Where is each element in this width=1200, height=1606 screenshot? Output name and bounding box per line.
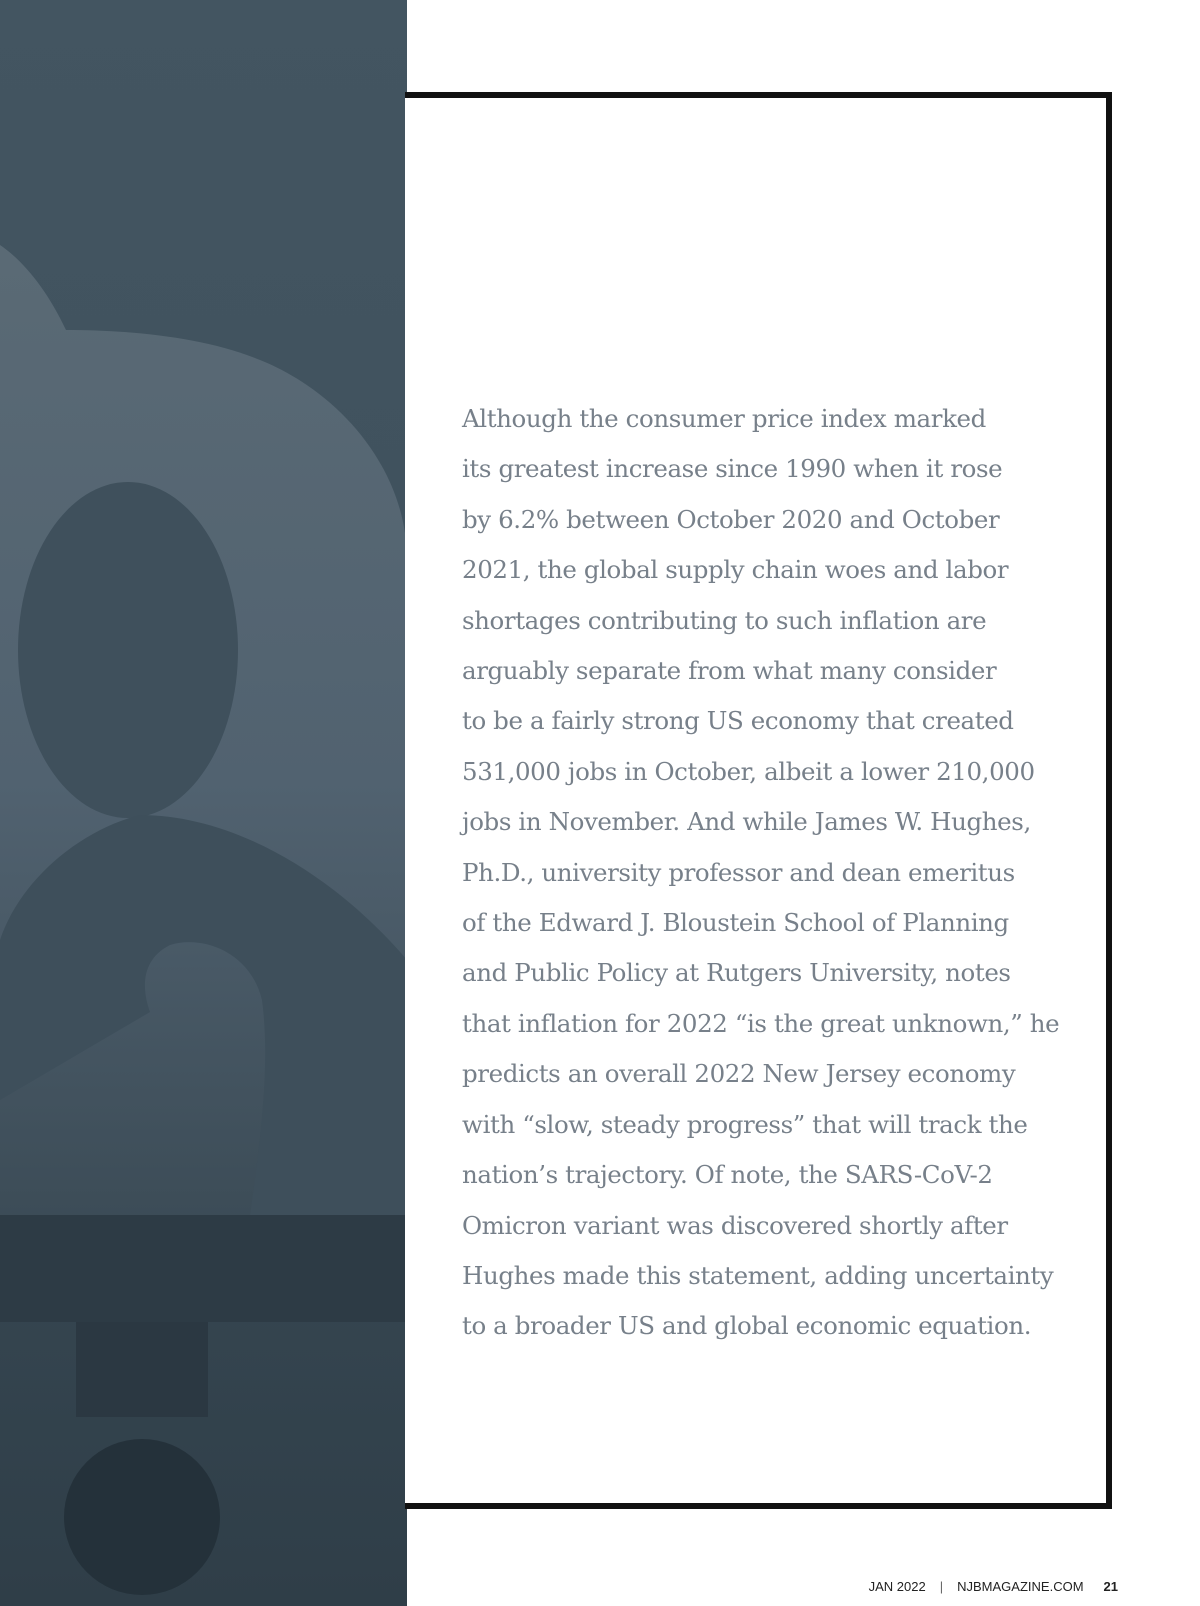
article-line: to be a fairly strong US economy that created <box>462 706 1014 736</box>
article-line: 2021, the global supply chain woes and labor <box>462 555 1009 585</box>
article-line: and Public Policy at Rutgers University, notes <box>462 958 1011 988</box>
article-body <box>462 394 1082 1352</box>
issue-date: JAN 2022 <box>868 1578 926 1594</box>
page-number: 21 <box>1103 1578 1118 1594</box>
article-line: jobs in November. And while James W. Hughes, <box>462 807 1031 837</box>
article-line: of the Edward J. Bloustein School of Planning <box>462 908 1009 938</box>
article-line: predicts an overall 2022 New Jersey economy <box>462 1059 1016 1089</box>
side-panel <box>0 0 407 1606</box>
question-mark-icon <box>0 0 407 1606</box>
article-line: 531,000 jobs in October, albeit a lower 210,000 <box>462 756 1035 786</box>
site-link[interactable]: NJBMAGAZINE.COM <box>957 1578 1084 1594</box>
article-line: its greatest increase since 1990 when it rose <box>462 454 1003 484</box>
article-line: Hughes made this statement, adding uncertainty <box>462 1260 1054 1290</box>
footer-separator: | <box>939 1578 944 1594</box>
article-line: by 6.2% between October 2020 and October <box>462 504 1000 534</box>
article-line: Although the consumer price index marked <box>462 404 986 433</box>
article-line: shortages contributing to such inflation are <box>462 605 987 635</box>
article-line: nation’s trajectory. Of note, the SARS-CoV-2 <box>462 1160 993 1190</box>
article-line: arguably separate from what many consider <box>462 656 997 686</box>
article-line: that inflation for 2022 “is the great unknown,” he <box>462 1008 1060 1038</box>
page-footer <box>869 1577 1118 1595</box>
article-line: Omicron variant was discovered shortly after <box>462 1210 1008 1240</box>
article-line: with “slow, steady progress” that will track the <box>462 1109 1028 1139</box>
article-line: to a broader US and global economic equation. <box>462 1311 1032 1341</box>
article-line: Ph.D., university professor and dean emeritus <box>462 857 1015 887</box>
